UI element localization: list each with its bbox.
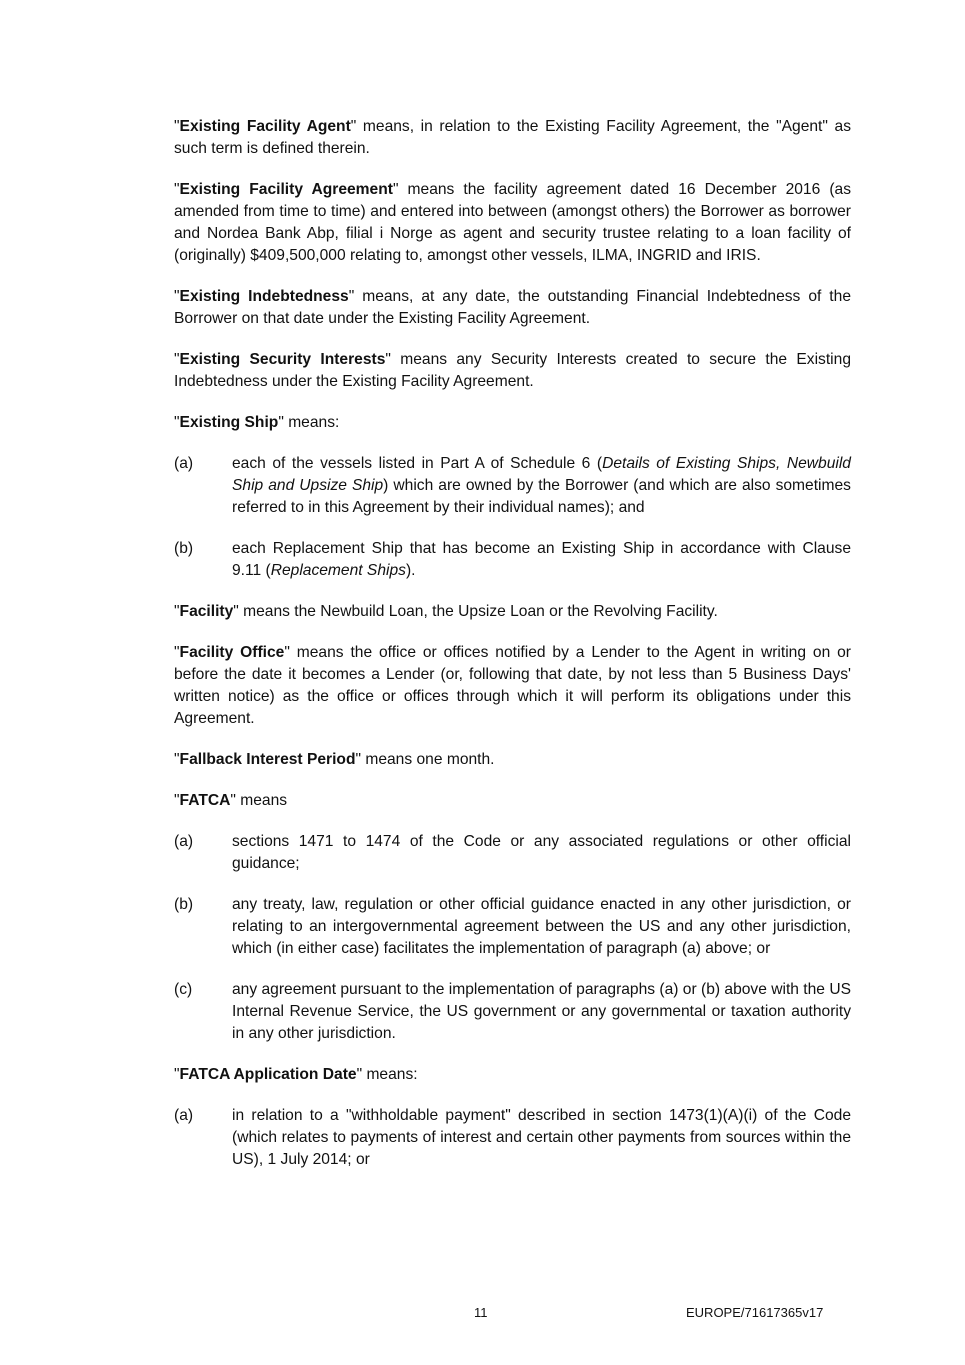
item-label: (a) [174, 1107, 194, 1124]
definition-text: " means the office or offices notified by a Lender to the Agent in writing on or before the date it becomes a Lender (or, following that date, by not less than 5 Business Days' written notice) as the office or offices through which it will perform its obligations under this Agreement. [174, 644, 851, 727]
list-item [174, 979, 851, 1045]
list-item [174, 538, 851, 582]
defined-term: Facility Office [179, 644, 285, 661]
defined-term: FATCA [179, 792, 231, 809]
defined-term: Existing Ship [179, 414, 279, 431]
definition-text: " means the Newbuild Loan, the Upsize Loan or the Revolving Facility. [233, 603, 718, 620]
definition-fallback-interest-period: "Fallback Interest Period" means one month. [174, 751, 495, 768]
page-number: 11 [474, 1305, 488, 1320]
item-label: (c) [174, 981, 193, 998]
item-label: (b) [174, 540, 194, 557]
item-text: in relation to a "withholdable payment" described in section 1473(1)(A)(i) of the Code (which relates to payments of interest and certain other payments from sources within the US), 1 July 2014; or [232, 1107, 851, 1168]
definition-text: " means the facility agreement dated 16 December 2016 (as amended from time to time) and entered into between (amongst others) the Borrower as borrower and Nordea Bank Abp, filial i Norge as agent and security trustee relating to a loan facility of (originally) $409,500,000 relating to, amongst other vessels, ILMA, INGRID and IRIS. [174, 181, 851, 264]
definition-text: " means, at any date, the outstanding Financial Indebtedness of the Borrower on that date under the Existing Facility Agreement. [174, 288, 851, 327]
defined-term: Fallback Interest Period [179, 751, 356, 768]
item-label: (b) [174, 896, 194, 913]
defined-term: FATCA Application Date [179, 1066, 357, 1083]
definition-existing-indebtedness: "Existing Indebtedness" means, at any date, the outstanding Financial Indebtedness of the Borrower on that date under the Existing Facility Agreement. [174, 288, 851, 327]
document-reference: EUROPE/71617365v17 [686, 1305, 824, 1320]
item-text [232, 538, 851, 582]
defined-term: Existing Facility Agreement [179, 181, 393, 198]
definition-existing-facility-agreement: "Existing Facility Agreement" means the facility agreement dated 16 December 2016 (as amended from time to time) and entered into between (amongst others) the Borrower as borrower and Nordea Bank Abp, filial i Norge as agent and security trustee relating to a loan facility of (originally) $409,500,000 relating to, amongst other vessels, ILMA, INGRID and IRIS. [174, 181, 851, 264]
item-text-post: ) which are owned by the Borrower (and which are also sometimes referred to in this Agreement by their individual names); and [232, 477, 851, 516]
definition-text: " means any Security Interests created to secure the Existing Indebtedness under the Existing Facility Agreement. [174, 351, 851, 390]
defined-term: Existing Security Interests [179, 351, 386, 368]
item-text: any agreement pursuant to the implementation of paragraphs (a) or (b) above with the US Internal Revenue Service, the US government or any governmental or taxation authority in any other jurisdiction. [232, 981, 851, 1042]
definition-fatca-application-date: "FATCA Application Date" means: [174, 1066, 418, 1083]
definition-text: " means [230, 792, 288, 809]
definition-text: " means, in relation to the Existing Facility Agreement, the "Agent" as such term is defined therein. [174, 118, 851, 157]
list-item [174, 453, 851, 519]
item-text [232, 453, 851, 519]
definition-existing-facility-agent: "Existing Facility Agent" means, in relation to the Existing Facility Agreement, the "Agent" as such term is defined therein. [174, 118, 851, 157]
item-label: (a) [174, 455, 194, 472]
definition-existing-security-interests: "Existing Security Interests" means any Security Interests created to secure the Existing Indebtedness under the Existing Facility Agreement. [174, 351, 851, 390]
definition-facility-office: "Facility Office" means the office or offices notified by a Lender to the Agent in writing on or before the date it becomes a Lender (or, following that date, by not less than 5 Business Days' written notice) as the office or offices through which it will perform its obligations under this Agreement. [174, 644, 851, 727]
item-text-pre: each Replacement Ship that has become an Existing Ship in accordance with Clause 9.11 ( [232, 540, 851, 579]
definition-existing-ship: "Existing Ship" means: [174, 414, 340, 431]
item-text-italic: Details of Existing Ships, Newbuild Ship and Upsize Ship [232, 455, 851, 494]
definition-text: " means: [356, 1066, 418, 1083]
list-item [174, 894, 851, 960]
defined-term: Existing Indebtedness [179, 288, 349, 305]
list-item [174, 831, 851, 875]
definition-fatca: "FATCA" means [174, 792, 288, 809]
definition-text: " means: [278, 414, 340, 431]
list-item [174, 1105, 851, 1171]
definition-text: " means one month. [355, 751, 495, 768]
defined-term: Existing Facility Agent [179, 118, 351, 135]
item-text-pre: each of the vessels listed in Part A of Schedule 6 ( [232, 455, 603, 472]
item-text: sections 1471 to 1474 of the Code or any associated regulations or other official guidance; [232, 833, 851, 872]
defined-term: Facility [179, 603, 234, 620]
item-text-post: ). [405, 562, 416, 579]
item-text-italic: Replacement Ships [270, 562, 406, 579]
definition-facility: "Facility" means the Newbuild Loan, the Upsize Loan or the Revolving Facility. [174, 603, 718, 620]
item-text: any treaty, law, regulation or other official guidance enacted in any other jurisdiction, or relating to an intergovernmental agreement between the US and any other jurisdiction, which (in either case) facilitates the implementation of paragraph (a) above; or [232, 896, 851, 957]
item-label: (a) [174, 833, 194, 850]
definitions-section [174, 116, 851, 1190]
